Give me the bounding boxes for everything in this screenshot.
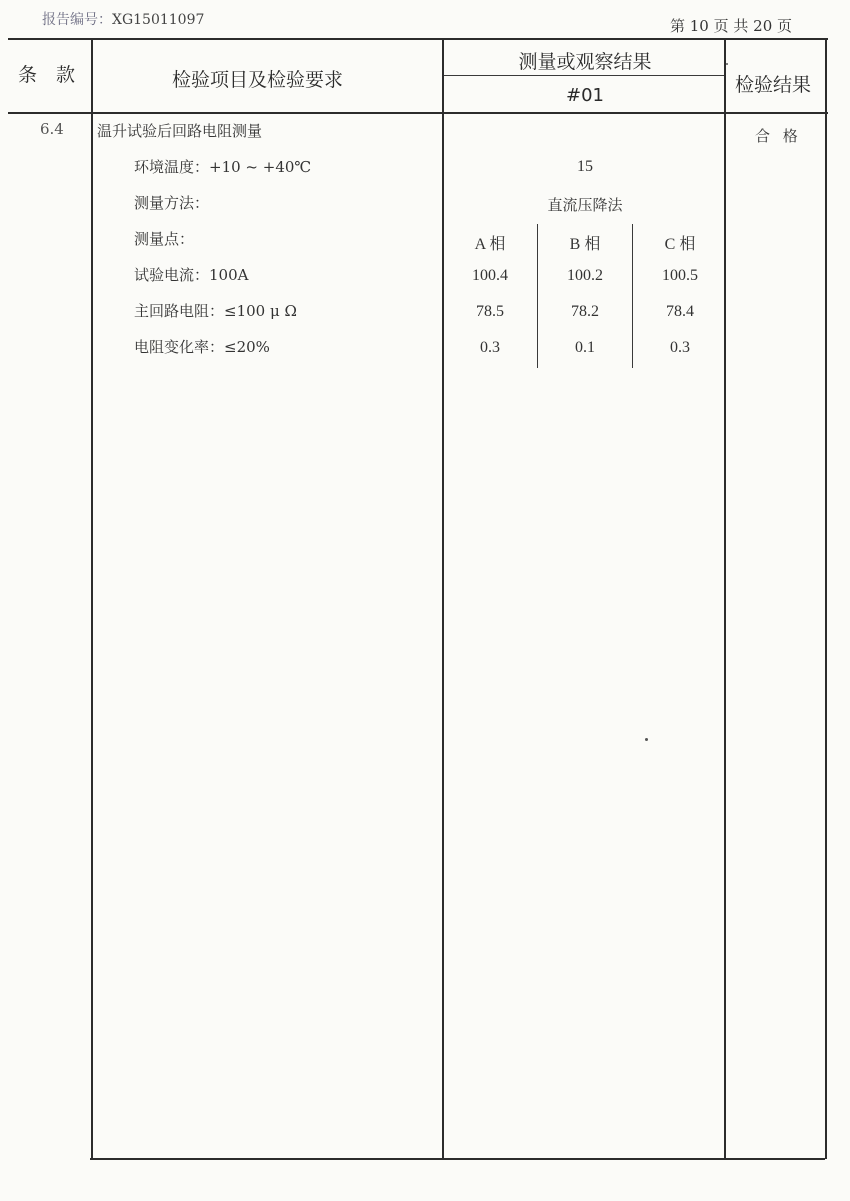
scan-speck xyxy=(645,738,648,741)
current-label: 试验电流：100A xyxy=(134,266,249,284)
clause-number: 6.4 xyxy=(40,120,64,138)
header-bottom-border xyxy=(8,112,828,114)
phase-divider-ab xyxy=(537,224,538,368)
phase-divider-bc xyxy=(632,224,633,368)
method-value: 直流压降法 xyxy=(547,196,623,214)
page-info: 第 10 页 共 20 页 xyxy=(670,17,793,35)
ambient-value: 15 xyxy=(577,158,593,175)
measure-subheader-line xyxy=(444,75,726,76)
scan-speck xyxy=(726,63,728,65)
header-sample: #01 xyxy=(566,85,604,106)
resistance-value-c: 78.4 xyxy=(666,303,694,320)
header-items: 检验项目及检验要求 xyxy=(172,69,344,91)
resistance-label: 主回路电阻：≤100 μ Ω xyxy=(134,302,297,320)
header-measure: 测量或观察结果 xyxy=(518,51,652,73)
resistance-value-b: 78.2 xyxy=(571,303,599,320)
report-number-value: XG15011097 xyxy=(112,12,205,28)
current-value-c: 100.5 xyxy=(662,267,698,284)
change-value-c: 0.3 xyxy=(670,339,690,356)
method-label: 测量方法： xyxy=(134,194,210,212)
resistance-value-a: 78.5 xyxy=(476,303,504,320)
change-value-b: 0.1 xyxy=(575,339,595,356)
header-result: 检验结果 xyxy=(735,74,812,96)
table-bottom-border xyxy=(90,1158,825,1160)
change-value-a: 0.3 xyxy=(480,339,500,356)
test-item-title: 温升试验后回路电阻测量 xyxy=(97,122,263,140)
clause-divider xyxy=(91,38,93,1159)
table-top-border xyxy=(8,38,828,40)
phase-c-header: C 相 xyxy=(664,236,696,253)
table-right-border xyxy=(825,38,827,1159)
current-value-b: 100.2 xyxy=(567,267,603,284)
ambient-temp-label: 环境温度：+10 ~ +40℃ xyxy=(134,158,312,176)
header-clause: 条 款 xyxy=(18,64,76,86)
report-number xyxy=(42,9,204,29)
points-label: 测量点： xyxy=(134,230,195,248)
result-pass: 合 格 xyxy=(755,127,802,145)
current-value-a: 100.4 xyxy=(472,267,508,284)
report-number-label: 报告编号： xyxy=(42,12,112,28)
phase-b-header: B 相 xyxy=(569,236,601,253)
change-rate-label: 电阻变化率：≤20% xyxy=(134,338,270,356)
phase-a-header: A 相 xyxy=(474,236,506,253)
